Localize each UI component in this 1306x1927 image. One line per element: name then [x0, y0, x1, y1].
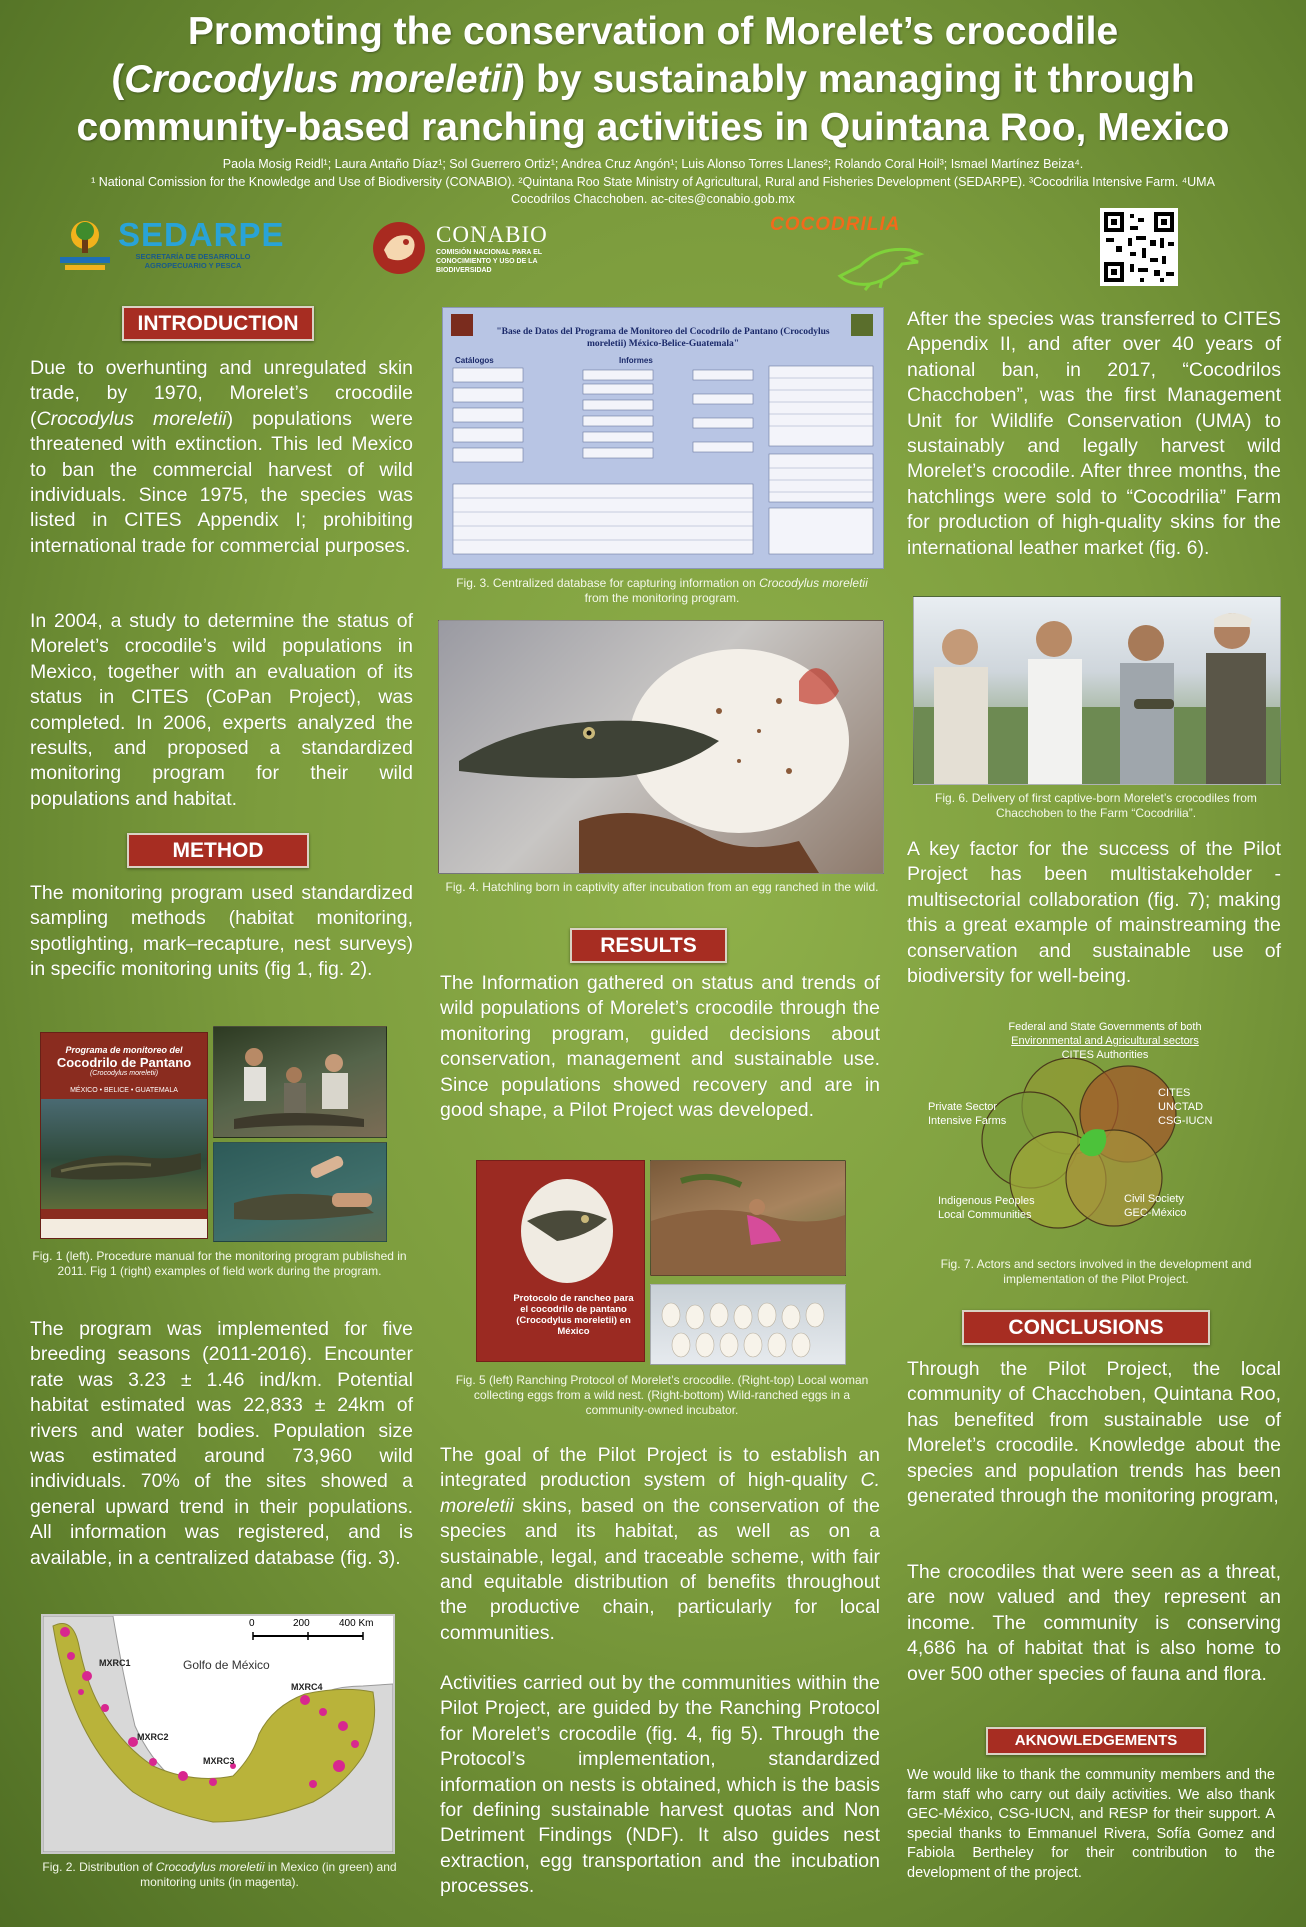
conabio-subtitle: COMISIÓN NACIONAL PARA EL CONOCIMIENTO Y USO DE LA BIODIVERSIDAD: [436, 249, 542, 274]
manual-title-small: Programa de monitoreo del: [65, 1045, 183, 1055]
fig2-caption-start: Fig. 2. Distribution of: [42, 1860, 156, 1874]
conabio-emblem: [370, 220, 430, 276]
sedarpe-wordmark: SEDARPE: [118, 216, 285, 253]
manual-subtitle: (Crocodylus moreletii): [89, 1070, 159, 1077]
venn-right-line-2: UNCTAD: [1158, 1101, 1204, 1113]
map-unit-mxrc3: MXRC3: [203, 1756, 235, 1766]
venn-international-label: [1158, 1086, 1212, 1128]
fig7-caption: Fig. 7. Actors and sectors involved in the development and implementation of the Pilot Project.: [940, 1257, 1252, 1286]
venn-government-label: [980, 1020, 1230, 1062]
map-gulf-label: Golfo de México: [183, 1658, 270, 1672]
conclusions-heading: CONCLUSIONS: [962, 1310, 1210, 1345]
fig1-caption: Fig. 1 (left). Procedure manual for the monitoring program published in 2011. Fig 1 (right) examples of field work during the program.: [32, 1249, 407, 1278]
venn-left-line-1: Private Sector: [928, 1101, 998, 1113]
method-paragraph-2: The program was implemented for five breeding seasons (2011-2016). Encounter rate was 3.23 ± 1.46 ind/km. Potential habitat estimated was 22,833 ± 24km of rivers and water bodies. Population size was estimated around 73,960 wild individuals. 70% of the sites showed a general upward trend in their populations. All information was registered, and is available, in a centralized database (fig. 3).: [30, 1318, 413, 1569]
intro-paragraph-2: In 2004, a study to determine the status of Morelet’s crocodile’s wild populations in Mexico, together with an evaluation of its status in CITES (CoPan Project), was completed. In 2006, experts analyzed the results, and proposed a standardized monitoring program for their wild populations and habitat.: [30, 610, 413, 810]
database-reports-label: Informes: [619, 356, 653, 365]
quintana-roo-logo: [55, 215, 115, 273]
manual-countries: MÉXICO • BELICE • GUATEMALA: [70, 1087, 178, 1094]
venn-indigenous-label: [938, 1194, 1035, 1222]
hatchling-photo: [438, 620, 884, 874]
distribution-map: [41, 1614, 395, 1854]
map-unit-mxrc2: MXRC2: [137, 1732, 169, 1742]
venn-top-line-3: CITES Authorities: [1061, 1049, 1149, 1061]
conabio-logo: [436, 222, 586, 277]
acknowledgements-heading: AKNOWLEDGEMENTS: [986, 1727, 1206, 1755]
venn-right-line-1: CITES: [1158, 1087, 1191, 1099]
intro-p1-start: Due to overhunting and unregulated skin trade, by 1970, Morelet’s crocodile (: [30, 357, 413, 430]
stakeholder-venn-diagram: [910, 1014, 1282, 1249]
title-line-2: [20, 56, 1286, 104]
fig2-caption: [32, 1860, 407, 1890]
conclusions-paragraph-2: The crocodiles that were seen as a threat, are now valued and they represent an income. The community is conserving 4,686 ha of habitat that is also home to over 500 other species of fauna and flora.: [907, 1561, 1281, 1685]
intro-p1-end: ) populations were threatened with extinction. This led Mexico to ban the commercial harvest of wild individuals. Since 1975, the species was listed in CITES Appendix I; prohibiting international trade for commercial purposes.: [30, 407, 413, 557]
affiliations: ¹ National Comission for the Knowledge and Use of Biodiversity (CONABIO). ²Quintana Roo State Ministry of Agricultural, Rural and Fisheries Development (SEDARPE). ³Cocodrilia Intensive Farm. ⁴UMA: [91, 175, 1215, 189]
title-line-2-rest: ) by sustainably managing it through: [512, 58, 1195, 101]
venn-top-line-1: Federal and State Governments of both: [1008, 1021, 1202, 1033]
results-p2-species: C. moreletii: [440, 1469, 880, 1517]
venn-left-line-2: Intensive Farms: [928, 1115, 1007, 1127]
results-p2-end: skins, based on the conservation of the species and its habitat, as well as on a sustainable, legal, and traceable scheme, with fair and equitable distribution of benefits throughout the productive chain, particularly for local communities.: [440, 1494, 880, 1644]
results-heading: RESULTS: [570, 928, 727, 963]
database-catalog-label: Catálogos: [455, 356, 494, 365]
results-p2-start: The goal of the Pilot Project is to establish an integrated production system of high-quality: [440, 1444, 880, 1492]
conabio-wordmark: CONABIO: [436, 222, 548, 247]
cocodrilia-logo: [770, 214, 930, 294]
fig3-caption: [445, 576, 879, 606]
map-scale-400: 400 Km: [339, 1618, 374, 1629]
intro-paragraph-1: [30, 356, 413, 559]
sedarpe-subtitle: SECRETARÍA DE DESARROLLO AGROPECUARIO Y PESCA: [135, 252, 251, 270]
venn-bottom-left-line-2: Local Communities: [938, 1209, 1032, 1221]
map-scale-200: 200: [293, 1618, 310, 1629]
fig3-caption-species: Crocodylus moreletii: [759, 576, 868, 590]
manual-title: Cocodrilo de Pantano: [56, 1055, 192, 1070]
title-line-1: Promoting the conservation of Morelet’s crocodile: [187, 10, 1119, 53]
authors: Paola Mosig Reidl¹; Laura Antaño Díaz¹; Sol Guerrero Ortiz¹; Andrea Cruz Angón¹; Luis Alonso Torres Llanes²; Rolando Coral Hoil³; Ismael Martínez Beiza⁴.: [222, 157, 1084, 171]
venn-bottom-right-line-2: GEC-México: [1124, 1207, 1187, 1219]
fig6-caption: Fig. 6. Delivery of first captive-born Morelet’s crocodiles from Chacchoben to the Farm “Cocodrilia”.: [935, 791, 1257, 820]
map-scale-0: 0: [249, 1618, 255, 1629]
database-form-grid: [443, 308, 883, 568]
fig2-caption-species: Crocodylus moreletii: [155, 1860, 265, 1874]
method-paragraph-1: The monitoring program used standardized sampling methods (habitat monitoring, spotlighting, mark–recapture, nest surveys) in specific monitoring units (fig 1, fig. 2).: [30, 882, 413, 981]
acknowledgements-text: We would like to thank the community members and the farm staff who carry out daily activities. We also thank GEC-México, CSG-IUCN, and RESP for their support. A special thanks to Emmanuel Rivera, Sofía Gomez and Fabiola Bertheley for their contribution to the development of the project.: [907, 1767, 1275, 1881]
field-capture-photo: [213, 1142, 387, 1242]
venn-top-line-2: Environmental and Agricultural sectors: [1011, 1035, 1199, 1047]
fig3-caption-end: from the monitoring program.: [584, 591, 740, 605]
venn-bottom-left-line-1: Indigenous Peoples: [938, 1195, 1035, 1207]
contact-line: Cocodrilos Chacchoben. ac-cites@conabio.gob.mx: [511, 192, 795, 206]
method-heading: METHOD: [127, 833, 309, 868]
title-species: Crocodylus moreletii: [124, 58, 513, 101]
fig3-caption-start: Fig. 3. Centralized database for capturing information on: [456, 576, 760, 590]
poster-title: [20, 8, 1286, 152]
qr-code-icon[interactable]: [1100, 208, 1178, 286]
conclusions-paragraph-1: Through the Pilot Project, the local community of Chacchoben, Quintana Roo, has benefited from sustainable use of Morelet’s crocodile. Knowledge about the species and population trends has been generated through the monitoring program,: [907, 1358, 1281, 1508]
delivery-photo: [913, 596, 1281, 785]
field-team-photo: [213, 1026, 387, 1138]
ranching-protocol-cover: [476, 1160, 645, 1362]
venn-right-line-3: CSG-IUCN: [1158, 1115, 1213, 1127]
title-line-3: community-based ranching activities in Quintana Roo, Mexico: [76, 106, 1230, 149]
monitoring-manual-cover: [40, 1032, 208, 1239]
venn-civil-label: [1124, 1192, 1186, 1220]
intro-p1-species: Crocodylus moreletii: [36, 407, 227, 430]
incubator-eggs-photo: [650, 1284, 846, 1365]
fig4-caption: Fig. 4. Hatchling born in captivity after incubation from an egg ranched in the wild.: [445, 880, 879, 894]
fig2-caption-end: in Mexico (in green) and monitoring units (in magenta).: [140, 1860, 397, 1889]
protocol-cover-title: Protocolo de rancheo para el cocodrilo de pantano (Crocodylus moreletii) en México: [513, 1293, 634, 1337]
introduction-heading: INTRODUCTION: [122, 306, 314, 341]
map-unit-mxrc1: MXRC1: [99, 1658, 131, 1668]
results-paragraph-2: [440, 1443, 880, 1646]
egg-collection-photo: [650, 1160, 846, 1276]
database-title: "Base de Datos del Programa de Monitoreo del Cocodrilo de Pantano (Crocodylus moreletii) México-Belice-Guatemala": [496, 327, 830, 349]
sedarpe-logo: [118, 216, 285, 273]
results-paragraph-1: The Information gathered on status and trends of wild populations of Morelet’s crocodile through the monitoring program, guided decisions about conservation, management and sustainable use. Since populations showed recovery and are in good shape, a Pilot Project was developed.: [440, 972, 880, 1122]
right-paragraph-1: After the species was transferred to CITES Appendix II, and after over 40 years of national ban, in 2017, “Cocodrilos Chacchoben”, was the first Management Unit for Wildlife Conservation (UMA) to sustainably and legally harvest wild Morelet’s crocodile. After three months, the hatchlings were sold to “Cocodrilia” Farm for production of high-quality skins for the international leather market (fig. 6).: [907, 308, 1281, 559]
crocodile-icon: [770, 236, 930, 292]
venn-private-label: [928, 1100, 1006, 1128]
map-unit-mxrc4: MXRC4: [291, 1682, 323, 1692]
results-paragraph-3: Activities carried out by the communities within the Pilot Project, are guided by the Ranching Protocol for Morelet’s crocodile (fig. 4, fig 5). Through the Protocol’s implementation, standardized information on nests is obtained, which is the basis for defining sustainable harvest quotas and Non Detriment Findings (NDF). It also guides nest extraction, egg transportation and the incubation processes.: [440, 1672, 880, 1898]
title-paren: (: [111, 58, 125, 101]
venn-bottom-right-line-1: Civil Society: [1124, 1193, 1184, 1205]
database-screenshot: [442, 307, 884, 569]
manual-crocodile-photo: [41, 1099, 207, 1209]
fig5-caption: Fig. 5 (left) Ranching Protocol of Morelet’s crocodile. (Right-top) Local woman collecting eggs from a wild nest. (Right-bottom) Wild-ranched eggs in a community-owned incubator.: [455, 1373, 869, 1417]
manual-footer-band: [41, 1219, 207, 1238]
cocodrilia-wordmark: COCODRILIA: [770, 214, 901, 235]
right-paragraph-2: A key factor for the success of the Pilot Project has been multistakeholder - multisectorial collaboration (fig. 7); making this a great example of mainstreaming the conservation and sustainable use of biodiversity for well-being.: [907, 838, 1281, 988]
